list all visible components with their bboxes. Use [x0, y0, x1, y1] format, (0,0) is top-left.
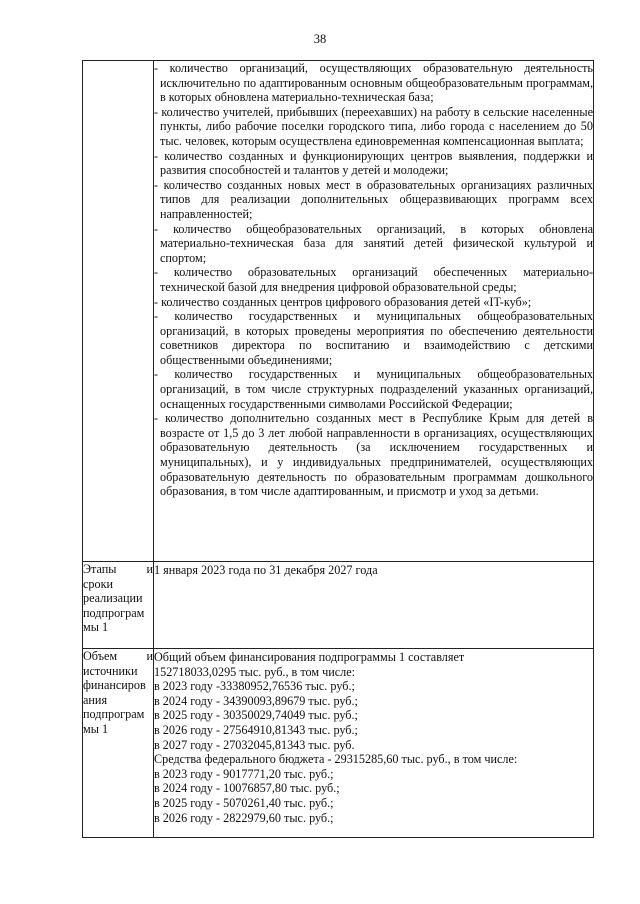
financing-line: в 2023 году - 9017771,20 тыс. руб.;: [154, 766, 334, 781]
indicator-item: - количество общеобразовательных организаций, в которых обновлена материально-техническая база для занятий детей физической культурой и спортом;: [154, 221, 593, 265]
stages-label-line: мы 1: [83, 620, 109, 635]
financing-value-cell: [154, 649, 594, 838]
financing-line: в 2023 году -33380952,76536 тыс. руб.;: [154, 679, 355, 694]
financing-line: в 2024 году - 34390093,89679 тыс. руб.;: [154, 693, 358, 708]
stages-value: 1 января 2023 года по 31 декабря 2027 года: [154, 563, 378, 577]
stages-label-line: Этапы и: [83, 562, 153, 576]
table-row-financing: [83, 649, 594, 838]
indicator-item: - количество созданных новых мест в образовательных организациях различных типов для реализации дополнительных общеразвивающих программ всех направленностей;: [154, 177, 593, 221]
financing-line: в 2027 году - 27032045,81343 тыс. руб.: [154, 737, 355, 752]
financing-label-line: финансиров: [83, 678, 146, 693]
financing-line: в 2024 году - 10076857,80 тыс. руб.;: [154, 781, 340, 796]
indicator-item: - количество учителей, прибывших (переехавших) на работу в сельские населенные пункты, либо рабочие поселки городского типа, либо города с населением до 50 тыс. человек, которым осуществлена единовременная компенсационная выплата;: [154, 104, 593, 148]
indicator-item: - количество дополнительно созданных мест в Республике Крым для детей в возрасте от 1,5 до 3 лет любой направленности в организациях, осуществляющих образовательную деятельность (за исключением государственных и муниципальных), и у индивидуальных предпринимателей, осуществляющих образовательную деятельность по образовательным программам дошкольного образования, в том числе адаптированным, и присмотр и уход за детьми.: [154, 411, 593, 499]
stages-label-cell: [83, 562, 154, 649]
financing-label-line: мы 1: [83, 721, 109, 736]
financing-line: 152718033,0295 тыс. руб., в том числе:: [154, 664, 356, 679]
indicator-item: - количество созданных и функционирующих центров выявления, поддержки и развития способностей и талантов у детей и молодежи;: [154, 148, 593, 178]
indicators-cell: [154, 61, 594, 562]
stages-value-cell: [154, 562, 594, 649]
stages-label-line: реализации: [83, 591, 143, 606]
financing-label-line: ания: [83, 692, 108, 707]
passport-table: [82, 60, 594, 838]
table-row-stages: [83, 562, 594, 649]
indicator-item: - количество государственных и муниципальных общеобразовательных организаций, в которых проведены мероприятия по обеспечению деятельности советников директора по воспитанию и взаимодействию с детскими общественными объединениями;: [154, 309, 593, 367]
financing-line: в 2025 году - 30350029,74049 тыс. руб.;: [154, 708, 358, 723]
financing-line: Общий объем финансирования подпрограммы 1 составляет: [154, 650, 465, 664]
indicator-item: - количество организаций, осуществляющих образовательную деятельность исключительно по адаптированным основным общеобразовательным программам, в которых обновлена материально-техническая база;: [154, 61, 593, 105]
indicator-item: - количество созданных центров цифрового образования детей «IT-куб»;: [154, 294, 532, 309]
financing-line: Средства федерального бюджета - 29315285,60 тыс. руб., в том числе:: [154, 752, 518, 767]
stages-label-line: подпрограм: [83, 605, 145, 620]
financing-line: в 2025 году - 5070261,40 тыс. руб.;: [154, 795, 334, 810]
financing-line: в 2026 году - 27564910,81343 тыс. руб.;: [154, 722, 358, 737]
label-cell-empty: [83, 61, 154, 562]
indicator-item: - количество государственных и муниципальных общеобразовательных организаций, в том числе структурных подразделений указанных организаций, оснащенных государственными символами Российской Федерации;: [154, 367, 593, 411]
stages-label-line: сроки: [83, 576, 114, 591]
financing-label-line: подпрограм: [83, 707, 145, 722]
financing-label-cell: [83, 649, 154, 838]
financing-label-line: источники: [83, 663, 138, 678]
page-number: 38: [313, 32, 327, 46]
financing-label-line: Объем и: [83, 649, 153, 663]
financing-line: в 2026 году - 2822979,60 тыс. руб.;: [154, 810, 334, 825]
table-row-indicators: [83, 61, 594, 562]
indicator-item: - количество образовательных организаций обеспеченных материально-технической базой для внедрения цифровой образовательной среды;: [154, 265, 593, 294]
